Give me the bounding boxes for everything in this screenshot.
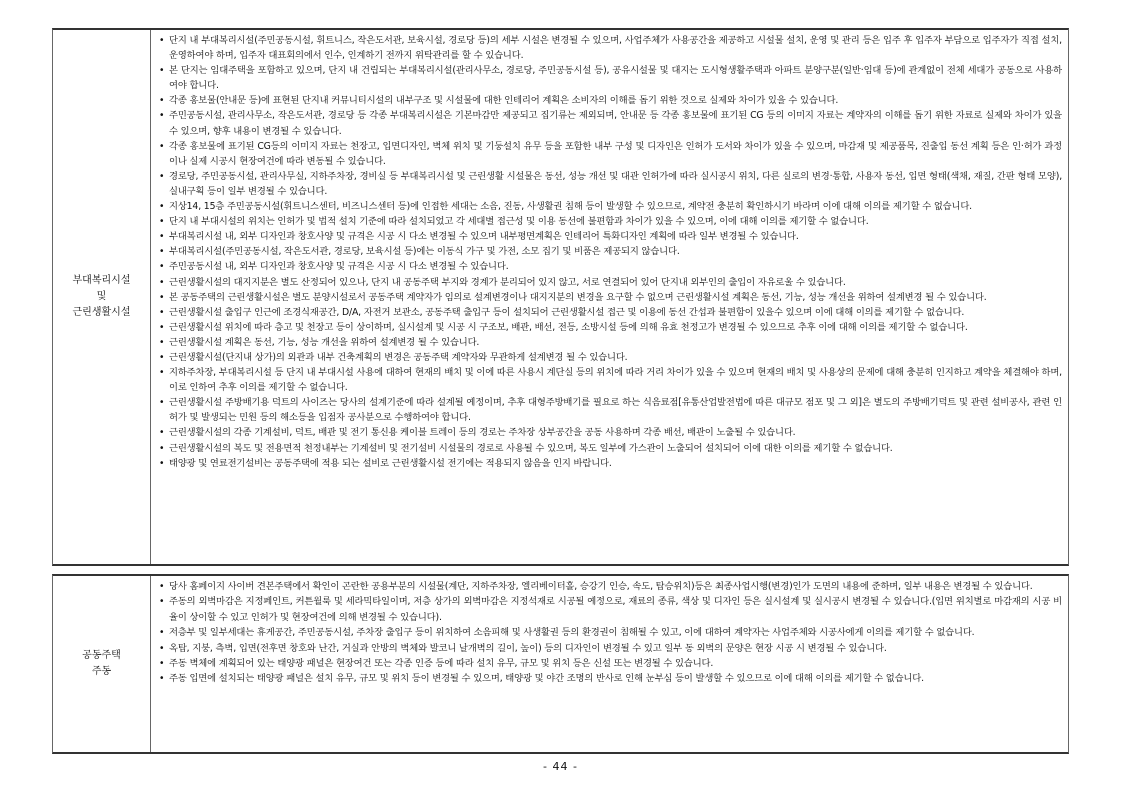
bullet-item: • 근린생활시설 주방배기용 덕트의 사이즈는 당사의 설계기준에 따라 설계될 예정이며, 추후 대형주방배기를 필요로 하는 식음료점[유통산업발전법에 따른 대규모 점포 및 그 외]은 별도의 주방배기덕트 및 관련 설비공사, 관련 인허가 및 발생되는 민원 등의 해소등을 입점자 공사분으로 수행하여야 합니다. xyxy=(159,395,1062,425)
bullet-item: • 각종 홍보물(안내문 등)에 표현된 단지내 커뮤니티시설의 내부구조 및 시설물에 대한 인테리어 계획은 소비자의 이해를 돕기 위한 것으로 실제와 차이가 있을 수 있습니다. xyxy=(159,93,1062,108)
bullet-item: • 태양광 및 연료전기설비는 공동주택에 적용 되는 설비로 근린생활시설 전기에는 적용되지 않음을 인지 바랍니다. xyxy=(159,456,1062,471)
bullet-item: • 경로당, 주민공동시설, 관리사무실, 지하주차장, 경비실 등 부대복리시설 및 근린생활 시설물은 동선, 성능 개선 및 대관 인허가에 따라 실시공시 위치, 다른 실로의 변경·통합, 사용자 동선, 입면 형태(색채, 재질, 간판 형태 모양), 실내구획 등이 일부 변경될 수 있습니다. xyxy=(159,169,1062,199)
bullet-item: • 근린생활시설의 대지지분은 별도 산정되어 있으나, 단지 내 공동주택 부지와 경계가 분리되어 있지 않고, 서로 연결되어 있어 단지내 외부인의 출입이 자유로울 수 있습니다. xyxy=(159,275,1062,290)
bullet-item: • 지하주차장, 부대복리시설 등 단지 내 부대시설 사용에 대하여 현재의 배치 및 이에 따른 사용시 계단실 등의 위치에 따라 거리 차이가 있을 수 있으며 현재의 배치 및 사용상의 문제에 대해 충분히 인지하고 계약을 체결해야 하며, 이로 인하여 추후 이의를 제기할 수 없습니다. xyxy=(159,365,1062,395)
section-body-facilities xyxy=(151,30,1068,564)
facilities-table xyxy=(52,28,1069,566)
bullet-item: • 근린생활시설의 각종 기계설비, 덕트, 배관 및 전기 통신용 케이블 트레이 등의 경로는 주차장 상부공간을 공동 사용하며 각종 배선, 배관이 노출될 수 있습니다. xyxy=(159,425,1062,440)
header-line: 부대복리시설 xyxy=(72,275,131,286)
header-line: 근린생활시설 xyxy=(72,307,131,318)
bullet-item: • 각종 홍보물에 표기된 CG등의 이미지 자료는 천장고, 입면디자인, 벽체 위치 및 기둥설치 유무 등을 포함한 내부 구성 및 디자인은 인허가 도서와 차이가 있을 수 있으며, 마감재 및 제공품목, 진출입 동선 계획 등은 인·허가 과정이나 실제 시공시 현장여건에 따라 변동될 수 있습니다. xyxy=(159,139,1062,169)
bullet-item: • 주동 입면에 설치되는 태양광 패널은 설치 유무, 규모 및 위치 등이 변경될 수 있으며, 태양광 및 야간 조명의 반사로 인해 눈부심 등이 발생할 수 있으므로 이에 대해 이의를 제기할 수 없습니다. xyxy=(159,671,1062,686)
bullet-item: • 본 단지는 임대주택을 포함하고 있으며, 단지 내 건립되는 부대복리시설(관리사무소, 경로당, 주민공동시설 등), 공유시설물 및 대지는 도시형생활주택과 아파트 분양구분(일반·임대 등)에 관계없이 전체 세대가 공동으로 사용하여야 합니다. xyxy=(159,63,1062,93)
header-line: 주동 xyxy=(91,666,112,677)
section-body-building xyxy=(151,576,1068,752)
page-number: - 44 - xyxy=(543,760,578,773)
bullet-item: • 주민공동시설 내, 외부 디자인과 창호사양 및 규격은 시공 시 다소 변경될 수 있습니다. xyxy=(159,259,1062,274)
bullet-item: • 단지 내 부대복리시설(주민공동시설, 휘트니스, 작은도서관, 보육시설, 경로당 등)의 세부 시설은 변경될 수 있으며, 사업주체가 사용공간을 제공하고 시설물 설치, 운영 및 관리 등은 입주 후 입주자 부담으로 입주자가 직접 설치, 운영하여야 하며, 입주자 대표회의에서 인수, 인계하기 전까지 위탁관리를 할 수 있습니다. xyxy=(159,33,1062,63)
section-header-facilities xyxy=(53,30,151,564)
building-table xyxy=(52,574,1069,754)
bullet-item: • 단지 내 부대시설의 위치는 인허가 및 법적 설치 기준에 따라 설치되었고 각 세대별 접근성 및 이용 동선에 불편함과 차이가 있을 수 있으며, 이에 대해 이의를 제기할 수 없습니다. xyxy=(159,214,1062,229)
bullet-item: • 당사 홈페이지 사이버 견본주택에서 확인이 곤란한 공용부분의 시설물(계단, 지하주차장, 엘리베이터홀, 승강기 인승, 속도, 탑승위치)등은 최종사업시행(변경)인가 도면의 내용에 준하며, 일부 내용은 변경될 수 있습니다. xyxy=(159,579,1062,594)
bullet-item: • 근린생활시설 계획은 동선, 기능, 성능 개선을 위하여 설계변경 될 수 있습니다. xyxy=(159,335,1062,350)
bullet-list xyxy=(159,579,1062,687)
header-line: 및 xyxy=(96,291,107,302)
bullet-item: • 저층부 및 일부세대는 휴게공간, 주민공동시설, 주차장 출입구 등이 위치하여 소음피해 및 사생활권 등의 환경권이 침해될 수 있고, 이에 대하여 계약자는 사업주체와 시공사에게 이의를 제기할 수 없습니다. xyxy=(159,625,1062,640)
bullet-item: • 지상14, 15층 주민공동시설(휘트니스센터, 비즈니스센터 등)에 인접한 세대는 소음, 진동, 사생활권 침해 등이 발생할 수 있으므로, 계약전 충분히 확인하시기 바라며 이에 대해 이의를 제기할 수 없습니다. xyxy=(159,199,1062,214)
bullet-item: • 근린생활시설(단지내 상가)의 외관과 내부 건축계획의 변경은 공동주택 계약자와 무관하게 설계변경 될 수 있습니다. xyxy=(159,350,1062,365)
bullet-item: • 주민공동시설, 관리사무소, 작은도서관, 경로당 등 각종 부대복리시설은 기본마감만 제공되고 집기류는 제외되며, 안내문 등 각종 홍보물에 표기된 CG 등의 이미지 자료는 계약자의 이해를 돕기 위한 자료로 실제와 차이가 있을 수 있으며, 향후 내용이 변경될 수 있습니다. xyxy=(159,108,1062,138)
bullet-item: • 근린생활시설의 복도 및 전용면적 천정내부는 기계설비 및 전기설비 시설물의 경로로 사용될 수 있으며, 복도 일부에 가스관이 노출되어 설치되어 이에 대한 이의를 제기할 수 없습니다. xyxy=(159,441,1062,456)
section-header-building xyxy=(53,576,151,752)
bullet-item: • 부대복리시설(주민공동시설, 작은도서관, 경로당, 보육시설 등)에는 이동식 가구 및 가전, 소모 집기 및 비품은 제공되지 않습니다. xyxy=(159,244,1062,259)
bullet-item: • 근린생활시설 출입구 인근에 조경식재공간, D/A, 자전거 보관소, 공동주택 출입구 등이 설치되어 근린생활시설 접근 및 이용에 동선 간섭과 불편함이 있을수 있으며 이에 대해 이의를 제기할 수 없습니다. xyxy=(159,305,1062,320)
bullet-item: • 옥탑, 지붕, 측벽, 입면(전후면 창호와 난간, 거실과 안방의 벽체와 발코니 날개벽의 길이, 높이) 등의 디자인이 변경될 수 있고 일부 동 외벽의 문양은 현장 시공 시 변경될 수 있습니다. xyxy=(159,641,1062,656)
header-line: 공동주택 xyxy=(82,650,121,661)
bullet-list xyxy=(159,33,1062,471)
bullet-item: • 본 공동주택의 근린생활시설은 별도 분양시설로서 공동주택 계약자가 임의로 설계변경이나 대지지분의 변경을 요구할 수 없으며 근린생활시설 계획은 동선, 기능, 성능 개선을 위하여 설계변경 될 수 있습니다. xyxy=(159,290,1062,305)
bullet-item: • 근린생활시설 위치에 따라 층고 및 천장고 등이 상이하며, 실시설계 및 시공 시 구조보, 배관, 배선, 전등, 소방시설 등에 의해 유효 천정고가 변경될 수 있으므로 추후 이에 대해 이의를 제기할 수 없습니다. xyxy=(159,320,1062,335)
bullet-item: • 부대복리시설 내, 외부 디자인과 창호사양 및 규격은 시공 시 다소 변경될 수 있으며 내부평면계획은 인테리어 특화디자인 계획에 따라 일부 변경될 수 있습니다. xyxy=(159,229,1062,244)
bullet-item: • 주동 벽체에 계획되어 있는 태양광 패널은 현장여건 또는 각종 인증 등에 따라 설치 유무, 규모 및 위치 등은 신설 또는 변경될 수 있습니다. xyxy=(159,656,1062,671)
bullet-item: • 주동의 외벽마감은 지정페인트, 커튼월룩 및 세라믹타일이며, 저층 상가의 외벽마감은 지정석재로 시공될 예정으로, 재료의 종류, 색상 및 디자인 등은 실시설계 및 실시공시 변경될 수 있습니다.(입면 위치별로 마감재의 시공 비율이 상이할 수 있고 인허가 및 현장여건에 의해 변경될 수 있습니다). xyxy=(159,594,1062,625)
